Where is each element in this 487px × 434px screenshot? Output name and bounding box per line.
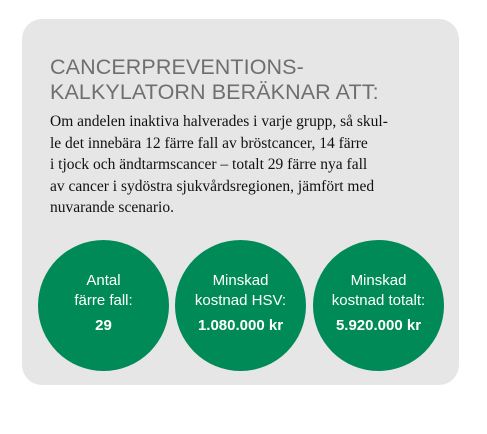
card-body-text	[50, 111, 450, 219]
body-line: i tjock och ändtarmscancer – totalt 29 färre nya fall	[50, 156, 368, 173]
body-line: nuvarande scenario.	[50, 199, 174, 216]
stat-label-line-2: färre fall:	[74, 291, 133, 309]
stat-label-line-1: Antal	[86, 272, 121, 289]
body-line: Om andelen inaktiva halverades i varje grupp, så skul-	[50, 113, 388, 130]
stat-label	[313, 271, 444, 310]
stat-label-line-2: kostnad totalt:	[331, 291, 426, 309]
stat-circle-fewer-cases	[38, 240, 169, 371]
stat-value: 29	[95, 317, 112, 334]
stat-circle-reduced-cost-hsv	[175, 240, 306, 371]
heading-line-2: KALKYLATORN BERÄKNAR ATT:	[50, 80, 379, 104]
info-card	[22, 19, 459, 385]
stat-label-line-1: Minskad	[212, 272, 269, 289]
stat-value: 5.920.000 kr	[335, 317, 422, 334]
stat-value: 1.080.000 kr	[197, 317, 284, 334]
stat-label-line-2: kostnad HSV:	[194, 291, 287, 309]
body-line: av cancer i sydöstra sjukvårdsregionen, jämfört med	[50, 177, 375, 195]
stat-label	[175, 271, 306, 310]
card-heading	[50, 55, 450, 105]
stat-label	[38, 271, 169, 310]
body-line: le det innebära 12 färre fall av bröstcancer, 14 färre	[50, 134, 368, 152]
stat-circle-reduced-cost-total	[313, 240, 444, 371]
heading-line-1: CANCERPREVENTIONS-	[50, 55, 304, 79]
stat-label-line-1: Minskad	[350, 272, 407, 289]
